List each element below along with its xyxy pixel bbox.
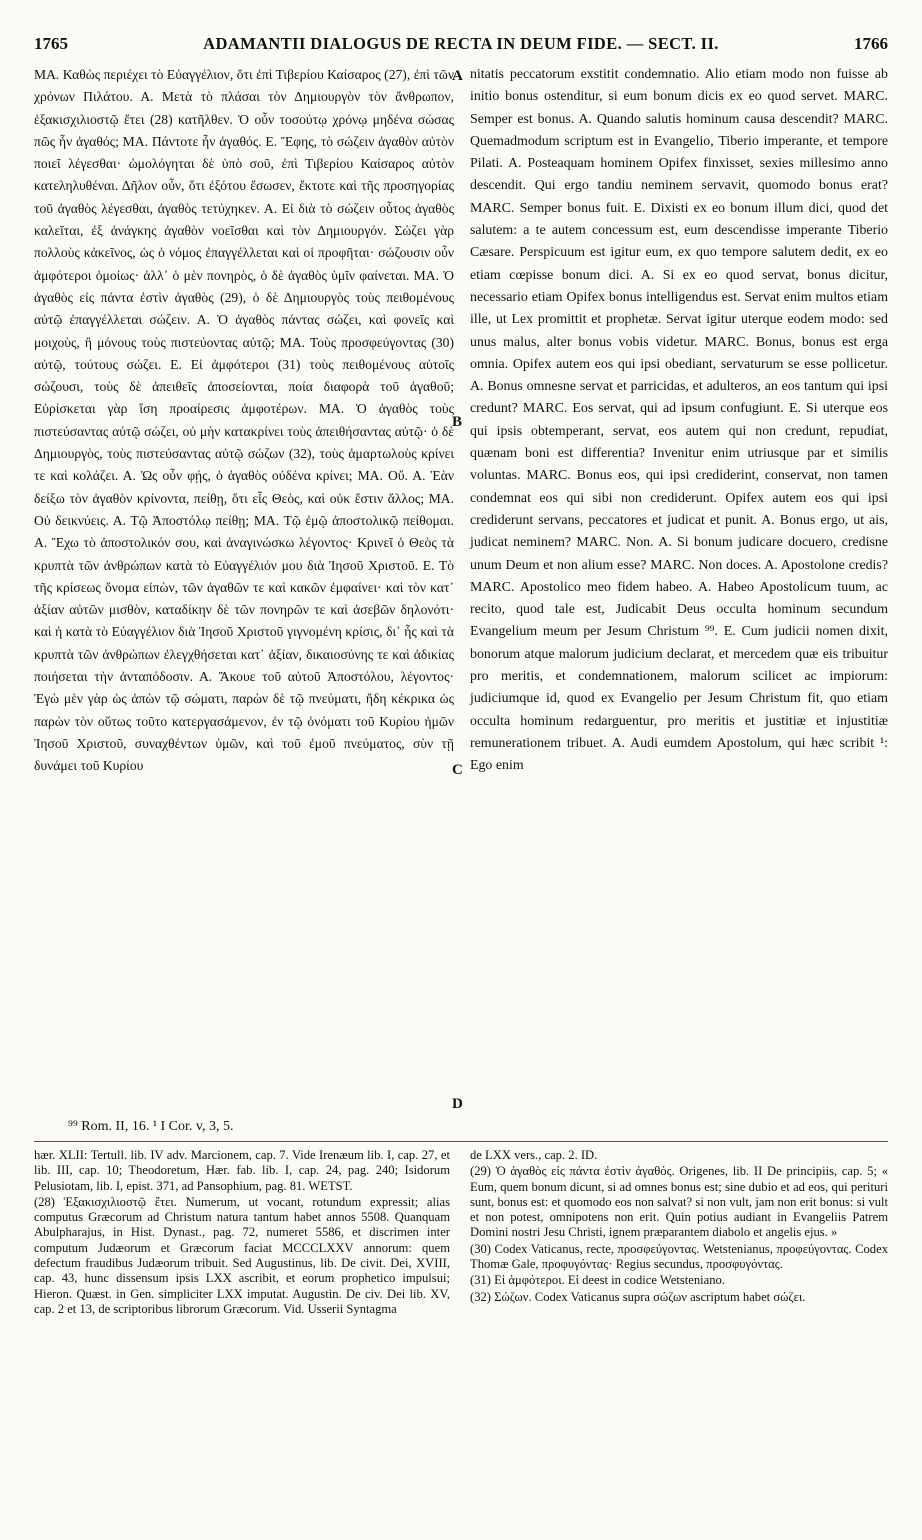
running-header	[34, 34, 888, 58]
page-number-right: 1766	[854, 34, 888, 53]
latin-column	[470, 64, 888, 778]
latin-text: nitatis peccatorum exstitit condemnatio. Alio etiam modo non fuisse ab initio bonus ostenditur, si eum bonum dicis ex eo quod servet. MARC. Semper est bonus. A. Quando salutis hominum causa descendit? MARC. Quemadmodum scriptum est in Evangelio, Tiberio imperante, et tempore Pilati. A. Posteaquam hominem Opifex finxisset, sexies millesimo anno descendit. Qui ergo tandiu neminem servavit, quomodo bonus erat? MARC. Semper bonus fuit. E. Dixisti ex eo bonum illum dici, quod det salutem: a te autem concessum est, eum descendisse imperante Tiberio Cæsare. Perspicuum est igitur eum, ex quo tempore salutem dedit, ex eo etiam cœpisse bonum dici. A. Si ex eo quod servat, bonus dicitur, necessario etiam Opifex bonus intelligendus est. Servat enim multos etiam ille, ut Lex promittit et prophetæ. Servat igitur uterque eodem modo: sed unus malus, alter bonus vobis videtur. MARC. Bonus, bonus est erga omnia. Opifex autem eos qui ipsi obediant, servaturum se esse pollicetur. A. Bonus omnesne servat et parricidas, et adulteros, an eos tantum qui ipsi credunt? MARC. Eos servat, qui ad ipsum confugiunt. E. Si uterque eos qui ipsis obtemperant, servat, eos autem qui non credunt, repudiat, quænam boni est differentia? Invenitur enim utriusque par et similis voluntas. MARC. Bonus eos, qui ipsi crediderint, conservat, non tamen condemnat eos qui sibi non crediderunt. Opifex autem eos qui ipsi crediderunt servans, peccatores et judicat et punit. A. Bonus ergo, ut ais, judicat neminem? MARC. Non. A. Si bonum judicare docuero, credisne unum Deum et non alium esse? MARC. Non doces. A. Apostolone credis? MARC. Apostolico meo fidem habeo. A. Habeo Apostolicum tuum, ac recito, quod tale est, Judicabit Deus occulta hominum secundum Evangelium meum per Jesum Christum ⁹⁹. E. Cum judicii nomen dixit, bonorum atque malorum judicium declarat, et mercedem quæ eis tribuitur pro meritis, et condemnationem, malorum scilicet ac impiorum: judiciumque id, quod ex Evangelio per Jesum Christum fit, quo etiam occulta hominum redarguentur, pro meritis et justitiæ et injustitiæ remunerationem tribuet. A. Audi eumdem Apostolum, qui hæc scribit ¹: Ego enim	[470, 67, 888, 774]
page-number-left: 1765	[34, 34, 68, 53]
scripture-references: ⁹⁹ Rom. II, 16. ¹ I Cor. v, 3, 5.	[68, 1119, 234, 1134]
running-title: ADAMANTII DIALOGUS DE RECTA IN DEUM FIDE. — SECT. II.	[203, 34, 719, 53]
footnote: hær. XLII: Tertull. lib. IV adv. Marcionem, cap. 7. Vide Irenæum lib. I, cap. 27, et lib. III, cap. 10; Theodoretum, Hær. fab. lib. I, cap. 24, pag. 240; Isidorum Pelusiotam, lib. I, epist. 371, ad Pansophium, pag. 81. WETST.	[34, 1148, 450, 1193]
greek-column	[34, 64, 454, 778]
margin-marker-c: C	[452, 762, 463, 778]
footnote: (29) Ὁ ἀγαθὸς εἰς πάντα ἐστὶν ἀγαθός. Origenes, lib. II De principiis, cap. 5; « Eum, quem bonum dicunt, si ad omnes bonus est; sine dubio et ad eos, qui perituri sunt, bonus est: et quomodo eos non salvat? si non vult, jam non erit bonus: si vult et non potest, omnipotens non erit. Quin potius audiant in Evangeliis Patrem Domini nostri Jesu Christi, ignem præparantem diabolo et angelis ejus. »	[470, 1164, 888, 1240]
footnote: (31) Εἰ ἀμφότεροι. Εἰ deest in codice Wetsteniano.	[470, 1273, 725, 1288]
margin-marker-b: B	[452, 414, 463, 430]
footnote: (32) Σώζων. Codex Vaticanus supra σώζων ascriptum habet σώζει.	[470, 1289, 806, 1304]
greek-text: ΜΑ. Καθὼς περιέχει τὸ Εὐαγγέλιον, ὅτι ἐπὶ Τιβερίου Καίσαρος (27), ἐπὶ τῶν χρόνων Πιλάτου. Α. Μετὰ τὸ πλάσαι τὸν Δημιουργὸν τὸν ἄνθρωπον, ἑξακισχιλιοστῷ ἔτει (28) κατῆλθεν. Ὁ οὖν τοσούτῳ χρόνῳ μηδένα σώσας πῶς ἦν ἀγαθός; ΜΑ. Πάντοτε ἦν ἀγαθός. Ε. Ἔφης, τὸ σώζειν ἀγαθὸν αὐτὸν ποιεῖ λέγεσθαι· ὡμολόγηται δὲ ὑπὸ σοῦ, ἐπὶ Τιβερίου Καίσαρος αὐτὸν κατεληλυθέναι. Δῆλον οὖν, ὅτι ἐξότου ἔσωσεν, ἔκτοτε καὶ τῆς προσηγορίας τοῦ ἀγαθὸς λέγεσθαι, ἀγαθὸς τετύχηκεν. Α. Εἰ διὰ τὸ σώζειν οὗτος ἀγαθὸς καλεῖται, ἐξ ἀνάγκης ἀγαθὸν νοεῖσθαι καὶ τὸν Δημιουργόν. Σώζει γὰρ πολλοὺς κἀκεῖνος, ὡς ὁ νόμος ἐπαγγέλλεται καὶ οἱ προφῆται· σώζουσιν οὖν ἀμφότεροι ὁμοίως· ἀλλ᾿ ὁ μὲν πονηρὸς, ὁ δὲ ἀγαθὸς ὑμῖν φαίνεται. ΜΑ. Ὁ ἀγαθὸς εἰς πάντα ἐστὶν ἀγαθὸς (29), ὁ δὲ Δημιουργὸς τοὺς πειθομένους αὐτῷ ἐπαγγέλλεται σώζειν. Α. Ὁ ἀγαθὸς πάντας σώζει, καὶ φονεῖς καὶ μοιχοὺς, ἢ μόνους τοὺς πιστεύοντας αὐτῷ; ΜΑ. Τοὺς προσφεύγοντας (30) αὐτῷ, τούτους σώζει. Ε. Εἰ ἀμφότεροι (31) τοὺς πειθομένους αὐτοῖς σώζουσι, τοὺς δὲ ἀπειθεῖς ἀποσείονται, ποία διαφορὰ τοῦ ἀγαθοῦ; Εὑρίσκεται γὰρ ἴση προαίρεσις ἀμφοτέρων. ΜΑ. Ὁ ἀγαθὸς τοὺς πιστεύσαντας αὐτῷ σώζει, οὐ μὴν κατακρίνει τοὺς ἀπειθήσαντας αὐτῷ· ὁ δὲ Δημιουργὸς, τοὺς πιστεύσαντας αὐτῷ σώζων (32), τοὺς ἁμαρτωλοὺς κρίνει τε καὶ κολάζει. Α. Ὡς οὖν φῄς, ὁ ἀγαθὸς οὐδένα κρίνει; ΜΑ. Οὔ. Α. Ἐὰν δείξω τὸν ἀγαθὸν κρίνοντα, πείθῃ, ὅτι εἷς Θεὸς, καὶ οὐκ ἔστιν ἄλλος; ΜΑ. Οὐ δεικνύεις. Α. Τῷ Ἀποστόλῳ πείθῃ; ΜΑ. Τῷ ἐμῷ ἀποστολικῷ πείθομαι. Α. Ἔχω τὸ ἀποστολικόν σου, καὶ ἀναγινώσκω λέγοντος· Κρινεῖ ὁ Θεὸς τὰ κρυπτὰ τῶν ἀνθρώπων κατὰ τὸ Εὐαγγέλιόν μου διὰ Ἰησοῦ Χριστοῦ. Ε. Τὸ τῆς κρίσεως ὄνομα εἰπὼν, τῶν ἀγαθῶν τε καὶ κακῶν ἐμφαίνει· καὶ τὸν κατ᾿ ἀξίαν αὐτῶν μισθὸν, καταδίκην δὲ τῶν πονηρῶν τε καὶ ἀσεβῶν δηλονότι· καὶ ἡ κατὰ τὸ Εὐαγγέλιον διὰ Ἰησοῦ Χριστοῦ γιγνομένη κρίσις, δι᾿ ἧς καὶ τὰ κρυπτὰ τῶν ἀνθρώπων ἐλεγχθήσεται κατ᾿ ἀξίαν, δικαιοσύνης τε καὶ ἀδικίας ποιήσεται τὴν ἀνταπόδοσιν. Α. Ἄκουε τοῦ αὐτοῦ Ἀποστόλου, λέγοντος· Ἐγὼ μὲν γὰρ ὡς ἀπὼν τῷ σώματι, παρὼν δὲ τῷ πνεύματι, ἤδη κέκρικα ὡς παρὼν τὸν οὕτως τοῦτο κατεργασάμενον, ἐν τῷ ὀνόματι τοῦ Κυρίου ἡμῶν Ἰησοῦ Χριστοῦ, συναχθέντων ὑμῶν, καὶ τοῦ ἐμοῦ πνεύματος, σὺν τῇ δυνάμει τοῦ Κυρίου	[34, 67, 454, 774]
footnote: de LXX vers., cap. 2. ID.	[470, 1148, 598, 1162]
footnotes-right	[470, 1148, 888, 1306]
margin-marker-d: D	[452, 1096, 463, 1112]
footnote: (28) Ἑξακισχιλιοστῷ ἔτει. Numerum, ut vocant, rotundum expressit; alias computus Græcorum ad Christum natura tantum habet annos 5508. Quanquam Abulpharajus, in Hist. Dynast., pag. 72, numeret 5586, et discrimen inter computum Judæorum et Græcorum faciat MCCCLXXV annorum: quem defectum fraudibus Judæorum tribuit. Sed Augustinus, lib. De civit. Dei, XVIII, cap. 43, hunc dissensum ipsis LXX ascribit, et eorum prophetico impulsui; Hieron. Quæst. in Gen. simpliciter LXX imputat. Augustin. De civ. Dei lib. XV, cap. 2 et 13, de scriptoribus librorum Græcorum. Vid. Usserii Syntagma	[34, 1194, 450, 1316]
footnotes-left	[34, 1148, 450, 1318]
margin-marker-a: A	[452, 68, 463, 84]
footnote-divider	[34, 1141, 888, 1142]
footnote: (30) Codex Vaticanus, recte, προσφεύγοντας. Wetstenianus, προφεύγοντας. Codex Thomæ Gale, προφυγόντας· Regius secundus, προσφυγόντας.	[470, 1241, 888, 1272]
